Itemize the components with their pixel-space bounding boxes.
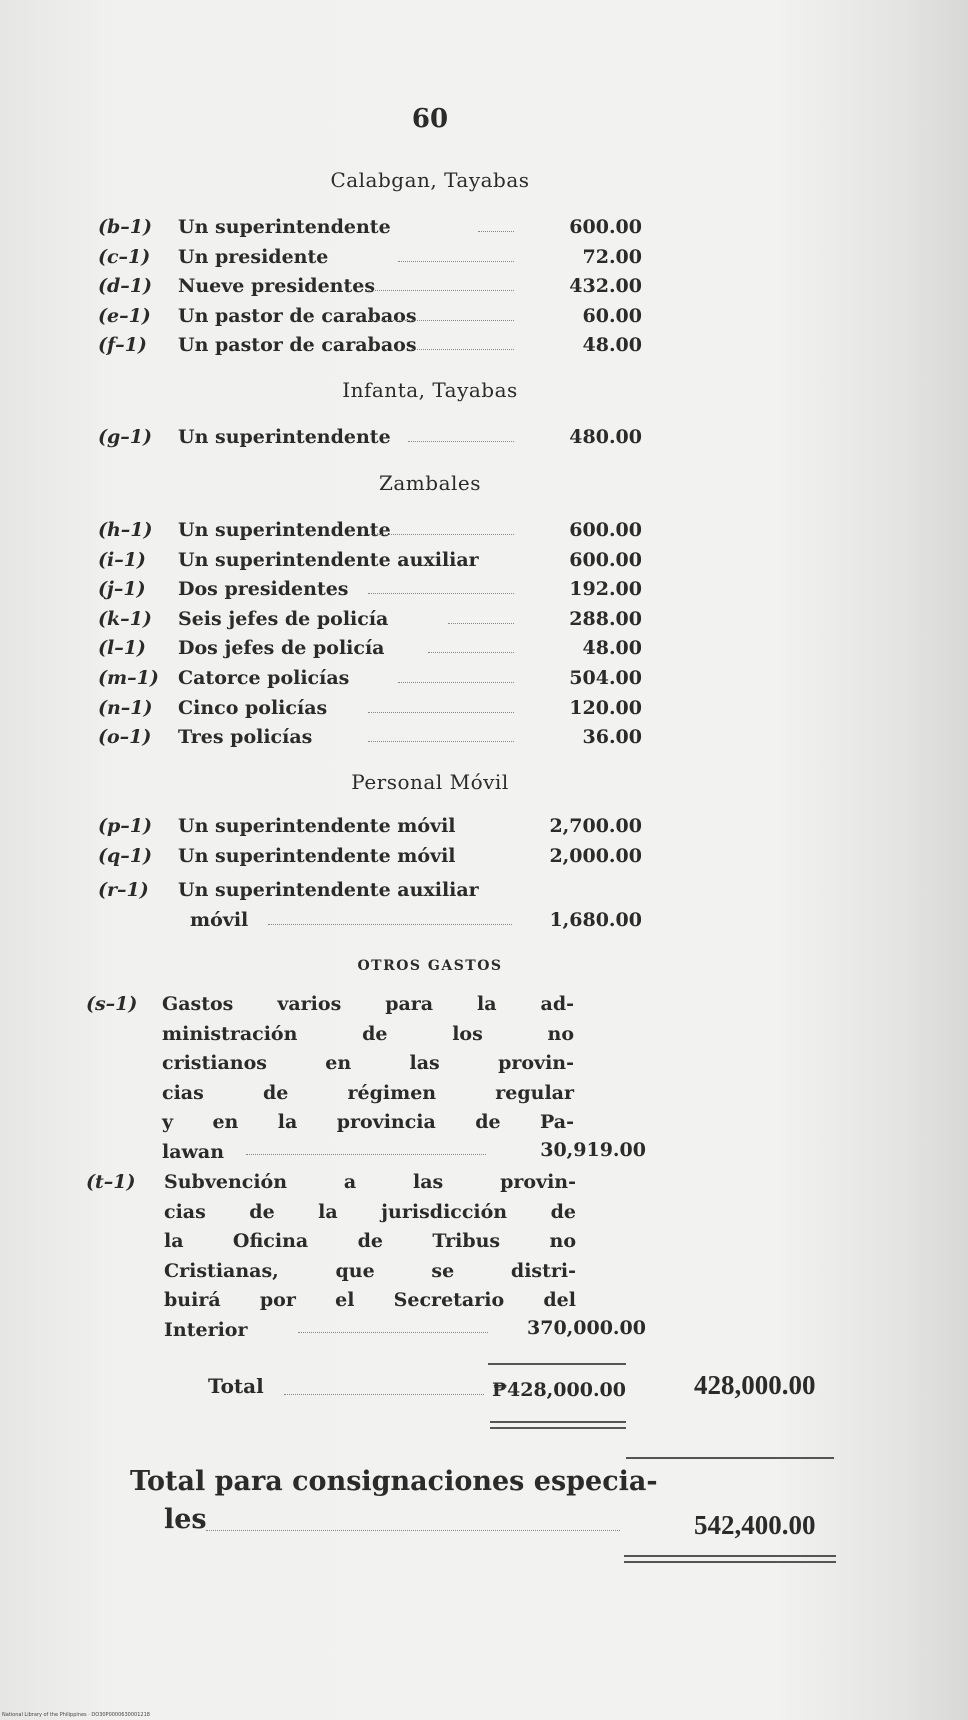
line-item bbox=[98, 605, 642, 633]
grand-double-rule-top bbox=[624, 1555, 836, 1557]
line-item bbox=[98, 876, 642, 904]
leader-dots bbox=[448, 623, 514, 624]
grand-double-rule-bottom bbox=[624, 1561, 836, 1563]
item-code: (e–1) bbox=[98, 304, 151, 327]
description-line: cias de la jurisdicción de bbox=[164, 1200, 576, 1223]
description-line: cias de régimen regular bbox=[162, 1081, 574, 1104]
item-description: Un pastor de carabaos bbox=[178, 304, 417, 327]
description-line: Subvención a las provin- bbox=[164, 1171, 576, 1193]
item-code: (q–1) bbox=[98, 844, 152, 867]
line-item bbox=[98, 575, 642, 603]
item-description: Nueve presidentes bbox=[178, 275, 376, 298]
leader-dots bbox=[368, 593, 514, 594]
item-description: Un superintendente móvil bbox=[178, 815, 456, 837]
subtotal-rule bbox=[488, 1363, 626, 1365]
description-line: Gastos varios para la ad- bbox=[162, 993, 574, 1015]
item-amount: 192.00 bbox=[569, 578, 642, 601]
description-line: lawan bbox=[162, 1140, 225, 1163]
line-item bbox=[98, 634, 642, 662]
line-item bbox=[98, 723, 642, 751]
item-description: Tres policías bbox=[178, 726, 313, 749]
leader-dots bbox=[408, 349, 514, 350]
item-amount: 288.00 bbox=[569, 607, 642, 630]
description-line: buirá por el Secretario del bbox=[164, 1289, 576, 1311]
item-description: Dos presidentes bbox=[178, 578, 349, 601]
section-heading-infanta: Infanta, Tayabas bbox=[342, 378, 518, 402]
item-description: Un superintendente auxiliar bbox=[178, 879, 479, 901]
line-item bbox=[98, 812, 642, 840]
section-heading-personal-movil: Personal Móvil bbox=[351, 770, 509, 794]
item-amount: 2,000.00 bbox=[549, 844, 642, 867]
leader-dots bbox=[298, 1332, 488, 1333]
item-amount: 48.00 bbox=[582, 637, 642, 660]
item-amount: 48.00 bbox=[582, 334, 642, 357]
item-code: (h–1) bbox=[98, 519, 153, 541]
item-code: (k–1) bbox=[98, 607, 152, 630]
item-code: (i–1) bbox=[98, 548, 146, 571]
description-line: y en la provincia de Pa- bbox=[162, 1111, 574, 1133]
item-description: Un superintendente bbox=[178, 216, 391, 238]
item-amount: 370,000.00 bbox=[527, 1317, 646, 1339]
leader-dots bbox=[368, 741, 514, 742]
total-carried-amount: 428,000.00 bbox=[694, 1370, 816, 1400]
total-label: Total bbox=[208, 1374, 264, 1398]
item-description: Un superintendente móvil bbox=[178, 844, 456, 867]
description-line: la Oficina de Tribus no bbox=[164, 1230, 576, 1252]
item-code: (p–1) bbox=[98, 815, 152, 837]
footer-watermark: National Library of the Philippines · DO30P0000630001218 bbox=[2, 1712, 150, 1718]
item-amount: 600.00 bbox=[569, 548, 642, 571]
item-code: (o–1) bbox=[98, 726, 152, 749]
line-item bbox=[98, 423, 642, 451]
description-line: Cristianas, que se distri- bbox=[164, 1259, 576, 1282]
item-description: Dos jefes de policía bbox=[178, 637, 385, 660]
leader-dots bbox=[368, 320, 514, 321]
line-item bbox=[98, 516, 642, 544]
line-item bbox=[98, 664, 642, 692]
item-description: Catorce policías bbox=[178, 667, 350, 689]
grand-total-amount: 542,400.00 bbox=[694, 1510, 816, 1540]
total-amount: ₱428,000.00 bbox=[492, 1379, 626, 1401]
item-description bbox=[162, 990, 574, 1167]
item-code: (f–1) bbox=[98, 334, 147, 357]
paragraph-item-s bbox=[86, 990, 646, 1170]
line-item bbox=[98, 331, 642, 359]
item-code: (c–1) bbox=[98, 245, 151, 268]
item-code: (r–1) bbox=[98, 879, 149, 901]
item-amount: 480.00 bbox=[569, 426, 642, 448]
leader-dots bbox=[246, 1154, 486, 1155]
item-code: (d–1) bbox=[98, 275, 152, 298]
section-heading-zambales: Zambales bbox=[378, 471, 481, 495]
item-amount: 36.00 bbox=[582, 726, 642, 749]
leader-dots bbox=[268, 924, 512, 925]
leader-dots bbox=[206, 1530, 620, 1531]
leader-dots bbox=[284, 1394, 484, 1395]
double-rule-bottom bbox=[490, 1427, 626, 1429]
line-item bbox=[98, 546, 642, 574]
item-description: Un superintendente auxiliar bbox=[178, 548, 479, 571]
item-amount: 72.00 bbox=[582, 245, 642, 268]
line-item bbox=[98, 213, 642, 241]
item-description: Seis jefes de policía bbox=[178, 607, 389, 630]
item-description: Un superintendente bbox=[178, 519, 391, 541]
leader-dots bbox=[428, 652, 514, 653]
item-amount: 504.00 bbox=[569, 667, 642, 689]
item-amount: 600.00 bbox=[569, 216, 642, 238]
page-number: 60 bbox=[411, 104, 449, 134]
item-description: Un presidente bbox=[178, 245, 329, 268]
description-line: Interior bbox=[164, 1318, 248, 1341]
leader-dots bbox=[478, 231, 514, 232]
paragraph-item-t bbox=[86, 1168, 646, 1348]
section-heading-calabgan: Calabgan, Tayabas bbox=[330, 168, 530, 192]
line-item bbox=[98, 842, 642, 870]
grand-subtotal-rule bbox=[626, 1457, 834, 1459]
leader-dots bbox=[368, 534, 514, 535]
item-description: Un superintendente bbox=[178, 426, 391, 448]
item-description: móvil bbox=[190, 909, 249, 931]
line-item bbox=[98, 302, 642, 330]
item-amount: 120.00 bbox=[569, 696, 642, 719]
line-item bbox=[98, 694, 642, 722]
item-code: (l–1) bbox=[98, 637, 146, 660]
line-item bbox=[98, 243, 642, 271]
double-rule-top bbox=[490, 1421, 626, 1423]
item-code: (j–1) bbox=[98, 578, 146, 601]
item-description: Un pastor de carabaos bbox=[178, 334, 417, 357]
item-amount: 600.00 bbox=[569, 519, 642, 541]
leader-dots bbox=[408, 441, 514, 442]
item-code: (s–1) bbox=[86, 993, 138, 1015]
item-amount: 60.00 bbox=[582, 304, 642, 327]
line-item bbox=[98, 272, 642, 300]
item-amount: 30,919.00 bbox=[540, 1139, 646, 1161]
description-line: ministración de los no bbox=[162, 1022, 574, 1045]
item-code: (b–1) bbox=[98, 216, 152, 238]
leader-dots bbox=[398, 682, 514, 683]
item-code: (m–1) bbox=[98, 667, 159, 689]
section-heading-otros-gastos: OTROS GASTOS bbox=[357, 958, 503, 974]
grand-total-label-line2: les bbox=[164, 1504, 207, 1535]
item-amount: 1,680.00 bbox=[549, 909, 642, 931]
item-amount: 432.00 bbox=[569, 275, 642, 298]
grand-total-label-line1: Total para consignaciones especia- bbox=[130, 1466, 658, 1497]
description-line: cristianos en las provin- bbox=[162, 1052, 574, 1074]
total-leader bbox=[280, 1376, 626, 1404]
leader-dots bbox=[368, 290, 514, 291]
leader-dots bbox=[398, 261, 514, 262]
item-code: (g–1) bbox=[98, 426, 152, 448]
item-amount: 2,700.00 bbox=[549, 815, 642, 837]
line-item-continuation bbox=[98, 906, 642, 934]
leader-dots bbox=[368, 712, 514, 713]
item-description: Cinco policías bbox=[178, 696, 328, 719]
item-description bbox=[164, 1168, 576, 1345]
item-code: (t–1) bbox=[86, 1171, 136, 1193]
item-code: (n–1) bbox=[98, 696, 153, 719]
